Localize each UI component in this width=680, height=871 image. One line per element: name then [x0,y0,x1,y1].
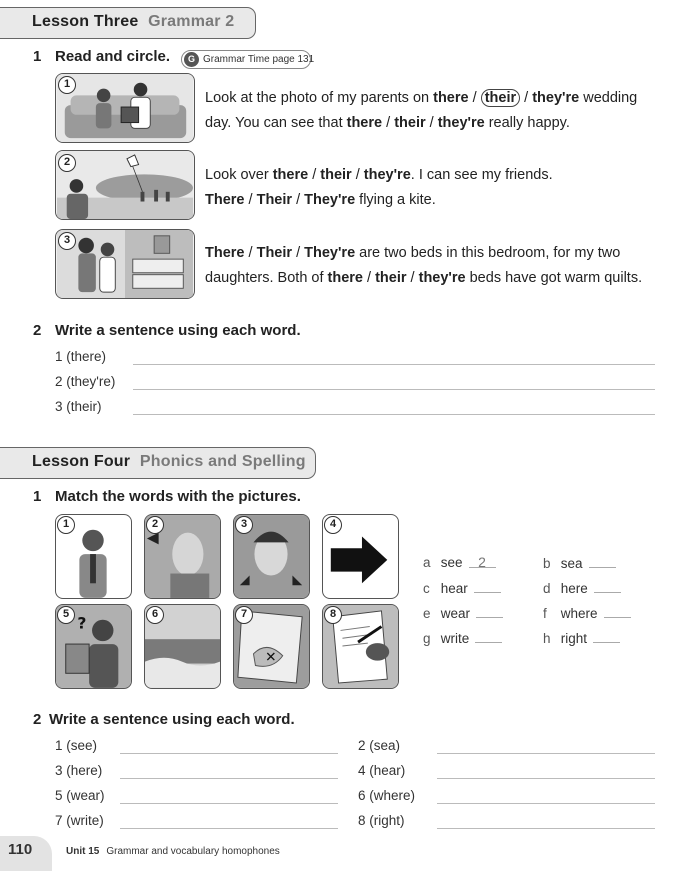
write-prompt: 7 (write) [55,813,104,828]
answer-blank[interactable]: 2 [469,554,496,568]
exercise-1-heading [33,48,170,65]
photo-couple-on-sofa [55,73,195,143]
lesson-title: Lesson Three [32,13,139,30]
write-prompt: 3 (here) [55,763,103,778]
match-word-f: f where [543,604,631,621]
choice-theyre[interactable]: They're [304,192,356,208]
answer-blank[interactable] [589,554,616,568]
match-word-b: b sea [543,554,616,571]
answer-line[interactable] [133,414,655,415]
lesson-subtitle: Phonics and Spelling [139,453,306,470]
picture-number: 5 [57,606,75,624]
item-2-text: Look over there / their / they're. I can see my friends. There / Their / They're flying a kite. [205,167,553,208]
write-prompt: 3 (their) [55,399,102,414]
match-word-e: e wear [423,604,503,621]
choice-theyre[interactable]: They're [304,245,356,261]
lesson-four-header [0,447,316,479]
write-prompt: 2 (sea) [358,738,401,753]
picture-number: 7 [235,606,253,624]
item-3-text: There / Their / They're are two beds in this bedroom, for my two daughters. Both of there / their / they're beds have got warm quilts. [205,245,643,286]
write-prompt: 4 (hear) [358,763,406,778]
grammar-time-badge[interactable] [181,50,315,69]
picture-number: 6 [146,606,164,624]
answer-line[interactable] [133,364,655,365]
choice-their[interactable]: their [375,270,407,286]
choice-their[interactable]: Their [256,245,293,261]
answer-line[interactable] [120,753,338,754]
exercise-title: Write a sentence using each word. [49,711,295,728]
choice-their[interactable]: Their [256,192,293,208]
answer-line[interactable] [437,828,655,829]
grammar-time-link: Grammar Time page 131 [203,54,315,65]
choice-theyre[interactable]: they're [437,115,485,131]
svg-text:?: ? [77,614,87,633]
picture-number: 2 [146,516,164,534]
exercise-number: 1 [33,48,42,65]
exercise-1-heading [33,488,301,505]
answer-line[interactable] [437,778,655,779]
item-1-text: Look at the photo of my parents on there / their / they're wedding day. You can see that there / their / they're really happy. [205,90,638,131]
write-prompt: 1 (there) [55,349,107,364]
choice-theyre[interactable]: they're [363,167,411,183]
unit-topic: Grammar and vocabulary homophones [106,846,280,857]
answer-line[interactable] [120,778,338,779]
picture-number: 3 [235,516,253,534]
answer-blank[interactable] [593,629,620,643]
choice-there[interactable]: there [272,167,309,183]
lesson-three-header [0,7,256,39]
exercise-number: 2 [33,711,42,728]
answer-blank[interactable] [604,604,631,618]
write-prompt: 1 (see) [55,738,98,753]
choice-there[interactable]: there [346,115,383,131]
match-word-g: g write [423,629,502,646]
photo-bedroom-daughters [55,229,195,299]
item-number: 2 [58,154,76,172]
answer-line[interactable] [120,803,338,804]
match-word-d: d here [543,579,621,596]
svg-text:✕: ✕ [265,649,277,666]
choice-theyre[interactable]: they're [418,270,466,286]
choice-their[interactable]: their [394,115,426,131]
write-prompt: 8 (right) [358,813,405,828]
write-prompt: 2 (they're) [55,374,116,389]
item-number: 3 [58,232,76,250]
match-word-h: h right [543,629,620,646]
lesson-subtitle: Grammar 2 [148,13,235,30]
match-word-a: a see 2 [423,554,496,570]
choice-their-circled[interactable]: their [481,89,520,107]
exercise-title: Read and circle. [55,48,171,65]
item-number: 1 [58,76,76,94]
choice-there[interactable]: There [205,245,245,261]
choice-their[interactable]: their [320,167,352,183]
exercise-number: 1 [33,488,42,505]
answer-line[interactable] [133,389,655,390]
grammar-g-icon: G [184,52,199,67]
answer-line[interactable] [437,803,655,804]
exercise-2-heading [33,711,295,728]
choice-there[interactable]: there [327,270,363,286]
answer-line[interactable] [437,753,655,754]
write-prompt: 6 (where) [358,788,416,803]
choice-there[interactable]: there [433,90,469,106]
answer-blank[interactable] [475,629,502,643]
picture-number: 1 [57,516,75,534]
answer-blank[interactable] [476,604,503,618]
page-number: 110 [0,836,52,871]
photo-park-kite [55,150,195,220]
exercise-title: Match the words with the pictures. [55,488,301,505]
footer-unit [66,846,280,857]
answer-line[interactable] [120,828,338,829]
answer-blank[interactable] [474,579,501,593]
answer-blank[interactable] [594,579,621,593]
lesson-title: Lesson Four [32,453,131,470]
picture-number: 4 [324,516,342,534]
unit-label: Unit 15 [66,846,100,857]
picture-number: 8 [324,606,342,624]
match-word-c: c hear [423,579,501,596]
write-prompt: 5 (wear) [55,788,105,803]
exercise-2-heading [33,322,301,339]
exercise-title: Write a sentence using each word. [55,322,301,339]
exercise-number: 2 [33,322,42,339]
choice-there[interactable]: There [205,192,245,208]
choice-theyre[interactable]: they're [532,90,580,106]
